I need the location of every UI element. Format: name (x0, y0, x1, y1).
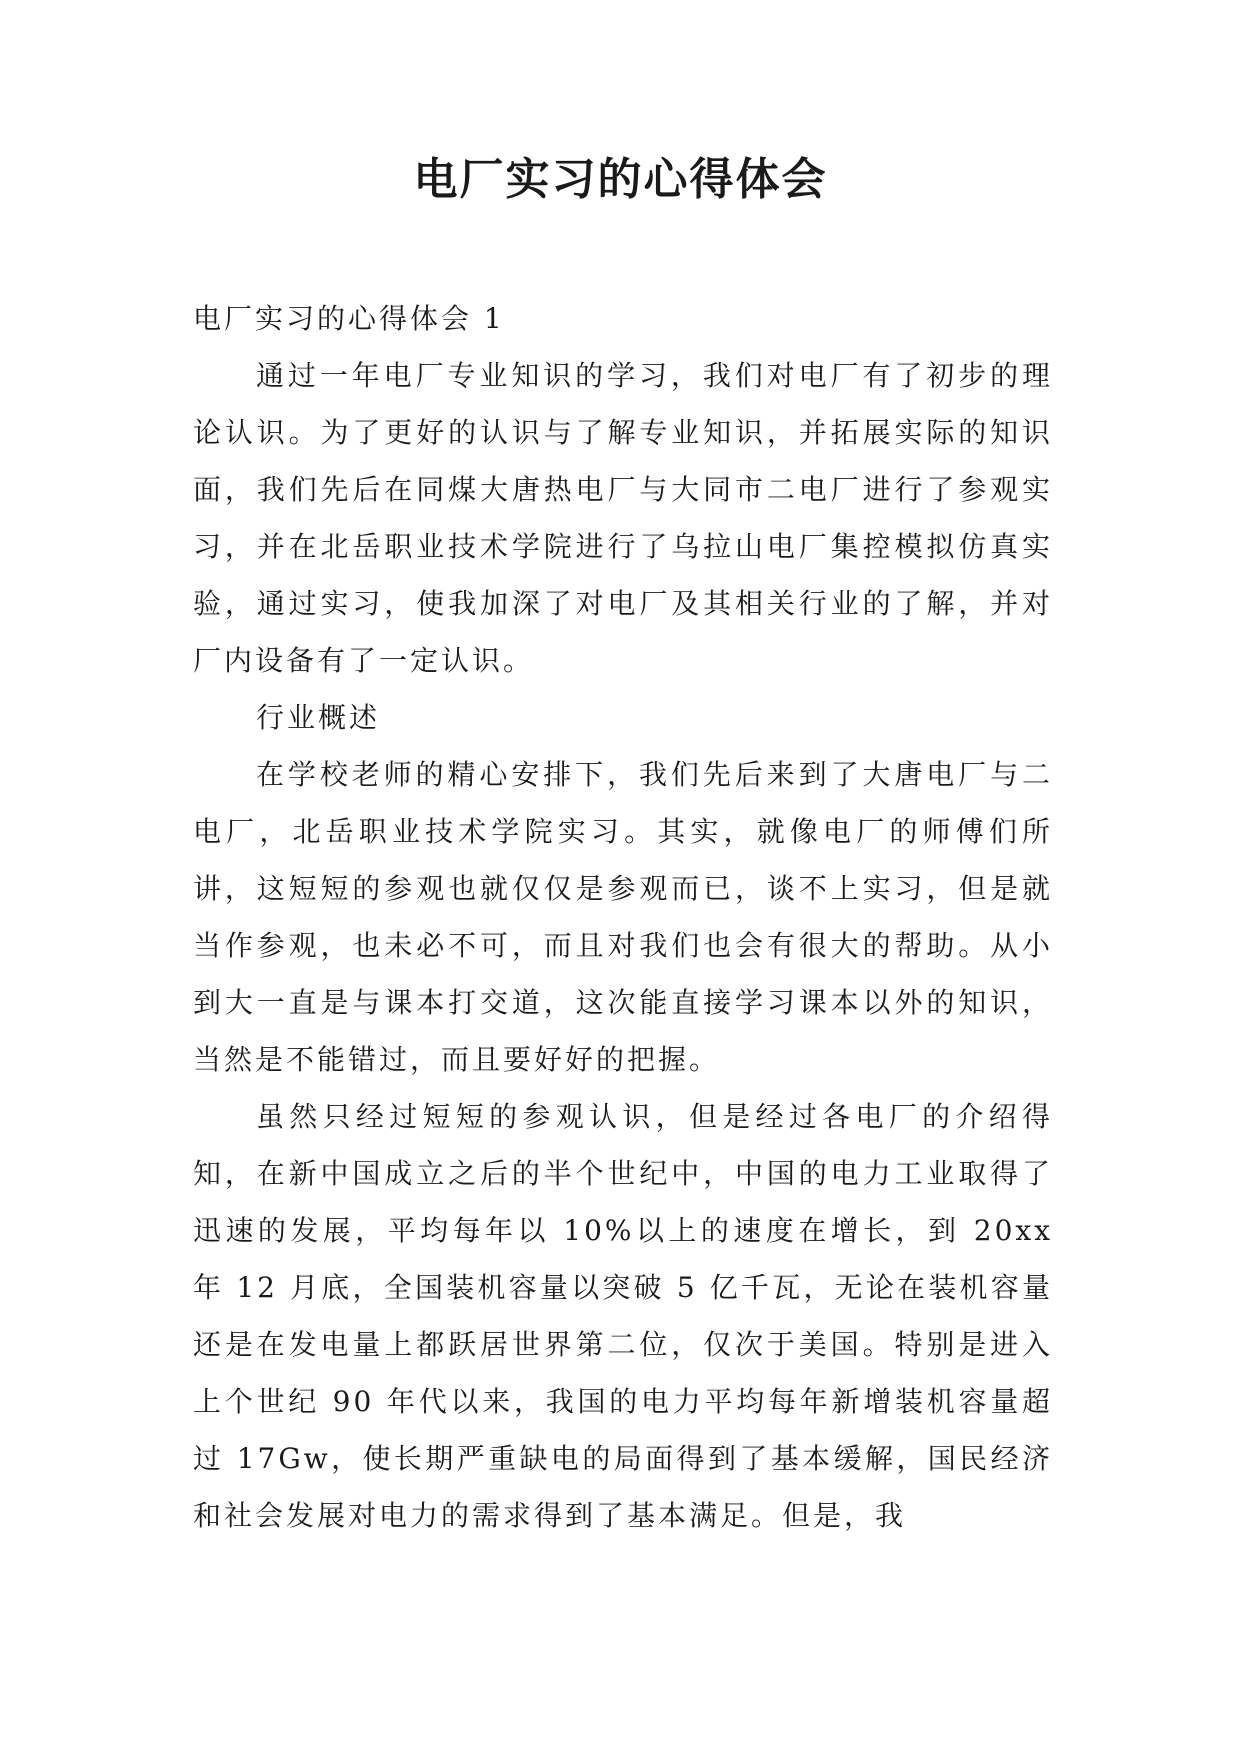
subheading-industry-overview: 行业概述 (256, 701, 381, 734)
paragraph-development: 虽然只经过短短的参观认识，但是经过各电厂的介绍得知，在新中国成立之后的半个世纪中，中国的电力工业取得了迅速的发展，平均每年以 10%以上的速度在增长，到 20xx 年 12 月底，全国装机容量以突破 5 亿千瓦，无论在装机容量还是在发电量上都跃居世界第二位，仅次于美国。特别是进入上个世纪 90 年代以来，我国的电力平均每年新增装机容量超过 17Gw，使长期严重缺电的局面得到了基本缓解，国民经济和社会发展对电力的需求得到了基本满足。但是，我 (193, 1100, 1053, 1532)
section-heading: 电厂实习的心得体会 1 (193, 302, 505, 335)
document-body (193, 290, 1053, 1544)
paragraph-visit: 在学校老师的精心安排下，我们先后来到了大唐电厂与二电厂，北岳职业技术学院实习。其实，就像电厂的师傅们所讲，这短短的参观也就仅仅是参观而已，谈不上实习，但是就当作参观，也未必不可，而且对我们也会有很大的帮助。从小到大一直是与课本打交道，这次能直接学习课本以外的知识，当然是不能错过，而且要好好的把握。 (193, 758, 1053, 1076)
paragraph-intro: 通过一年电厂专业知识的学习，我们对电厂有了初步的理论认识。为了更好的认识与了解专业知识，并拓展实际的知识面，我们先后在同煤大唐热电厂与大同市二电厂进行了参观实习，并在北岳职业技术学院进行了乌拉山电厂集控模拟仿真实验，通过实习，使我加深了对电厂及其相关行业的了解，并对厂内设备有了一定认识。 (193, 359, 1053, 677)
document-title: 电厂实习的心得体会 (413, 154, 828, 205)
